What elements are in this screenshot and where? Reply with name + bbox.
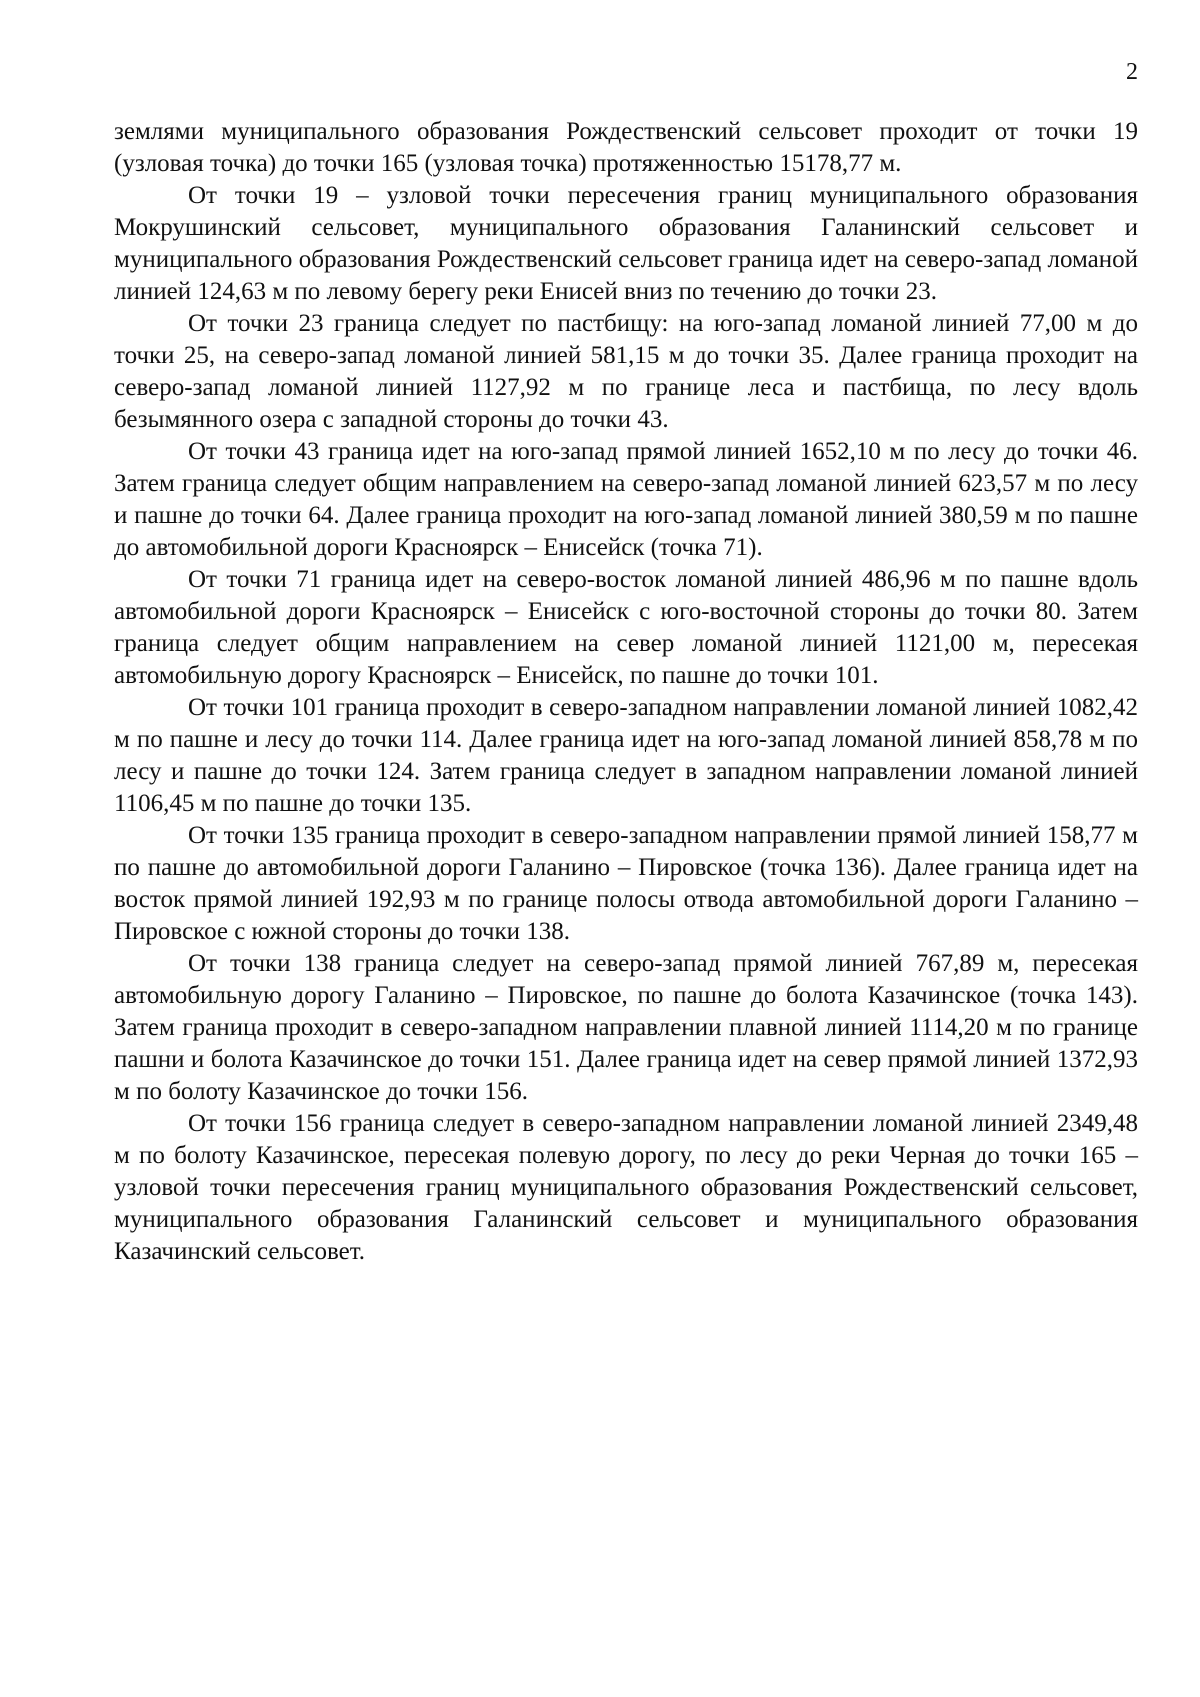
paragraph-4: От точки 43 граница идет на юго-запад прямой линией 1652,10 м по лесу до точки 46. Затем граница следует общим направлением на северо-запад ломаной линией 623,57 м по лесу и пашне до точки 64. Далее граница проходит на юго-запад ломаной линией 380,59 м по пашне до автомобильной дороги Красноярск – Енисейск (точка 71). [114, 438, 1138, 561]
paragraph-6: От точки 101 граница проходит в северо-западном направлении ломаной линией 1082,42 м по пашне и лесу до точки 114. Далее граница идет на юго-запад ломаной линией 858,78 м по лесу и пашне до точки 124. Затем граница следует в западном направлении ломаной линией 1106,45 м по пашне до точки 135. [114, 694, 1138, 817]
paragraph-5: От точки 71 граница идет на северо-восток ломаной линией 486,96 м по пашне вдоль автомобильной дороги Красноярск – Енисейск с юго-восточной стороны до точки 80. Затем граница следует общим направлением на север ломаной линией 1121,00 м, пересекая автомобильную дорогу Красноярск – Енисейск, по пашне до точки 101. [114, 566, 1138, 689]
paragraph-7: От точки 135 граница проходит в северо-западном направлении прямой линией 158,77 м по пашне до автомобильной дороги Галанино – Пировское (точка 136). Далее граница идет на восток прямой линией 192,93 м по границе полосы отвода автомобильной дороги Галанино – Пировское с южной стороны до точки 138. [114, 822, 1138, 945]
paragraph-3: От точки 23 граница следует по пастбищу: на юго-запад ломаной линией 77,00 м до точки 25, на северо-запад ломаной линией 581,15 м до точки 35. Далее граница проходит на северо-запад ломаной линией 1127,92 м по границе леса и пастбища, по лесу вдоль безымянного озера с западной стороны до точки 43. [114, 310, 1138, 433]
paragraph-2: От точки 19 – узловой точки пересечения границ муниципального образования Мокрушинский сельсовет, муниципального образования Галанинский сельсовет и муниципального образования Рождественский сельсовет граница идет на северо-запад ломаной линией 124,63 м по левому берегу реки Енисей вниз по течению до точки 23. [114, 182, 1138, 305]
page-number: 2 [1126, 59, 1138, 85]
paragraph-1: землями муниципального образования Рождественский сельсовет проходит от точки 19 (узловая точка) до точки 165 (узловая точка) протяженностью 15178,77 м. [114, 118, 1138, 177]
paragraph-9: От точки 156 граница следует в северо-западном направлении ломаной линией 2349,48 м по болоту Казачинское, пересекая полевую дорогу, по лесу до реки Черная до точки 165 – узловой точки пересечения границ муниципального образования Рождественский сельсовет, муниципального образования Галанинский сельсовет и муниципального образования Казачинский сельсовет. [114, 1110, 1138, 1265]
document-body [114, 116, 1138, 1268]
paragraph-8: От точки 138 граница следует на северо-запад прямой линией 767,89 м, пересекая автомобильную дорогу Галанино – Пировское, по пашне до болота Казачинское (точка 143). Затем граница проходит в северо-западном направлении плавной линией 1114,20 м по границе пашни и болота Казачинское до точки 151. Далее граница идет на север прямой линией 1372,93 м по болоту Казачинское до точки 156. [114, 950, 1138, 1105]
